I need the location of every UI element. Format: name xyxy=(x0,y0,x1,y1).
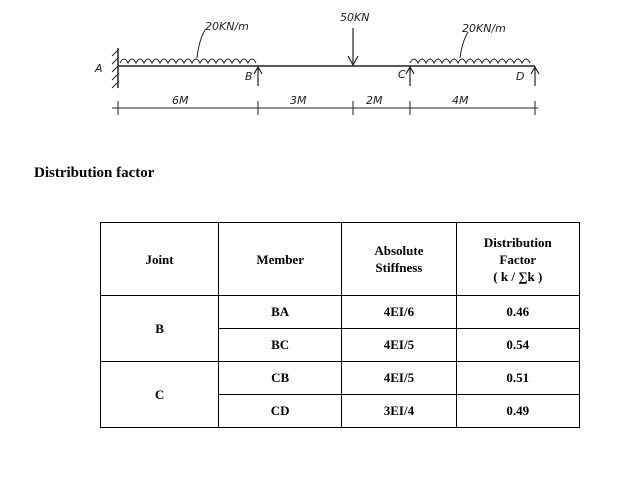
table-header-row xyxy=(101,223,580,296)
member-cell: BC xyxy=(219,329,342,362)
span-label-bc: 3M xyxy=(290,94,307,107)
beam-sketch xyxy=(0,0,638,150)
df-cell: 0.51 xyxy=(456,362,579,395)
header-joint: Joint xyxy=(101,223,219,296)
df-cell: 0.54 xyxy=(456,329,579,362)
header-member: Member xyxy=(219,223,342,296)
right-udl-coil xyxy=(410,59,530,63)
stiffness-cell: 4EI/6 xyxy=(342,296,456,329)
right-udl-label: 20KN/m xyxy=(462,22,506,35)
df-cell: 0.49 xyxy=(456,395,579,428)
distribution-factor-table xyxy=(100,222,580,428)
header-df-line2: Factor xyxy=(499,251,537,267)
table-row xyxy=(101,362,580,395)
span-label-ab: 6M xyxy=(172,94,189,107)
section-heading: Distribution factor xyxy=(34,165,155,181)
node-label-a: A xyxy=(95,62,103,75)
header-df-line3: ( k / ∑k ) xyxy=(493,268,543,284)
point-load-label: 50KN xyxy=(340,11,370,24)
header-distribution-factor xyxy=(456,223,579,296)
left-udl-coil xyxy=(120,59,256,63)
header-absolute-stiffness xyxy=(342,223,456,296)
header-abs-line2: Stiffness xyxy=(375,260,423,275)
node-label-b: B xyxy=(245,70,253,83)
support-arrows xyxy=(254,67,539,86)
joint-cell: B xyxy=(101,296,219,362)
stiffness-cell: 4EI/5 xyxy=(342,362,456,395)
span-label-c-load: 2M xyxy=(366,94,383,107)
member-cell: CD xyxy=(219,395,342,428)
df-cell: 0.46 xyxy=(456,296,579,329)
stiffness-cell: 4EI/5 xyxy=(342,329,456,362)
header-df-line1: Distribution xyxy=(483,234,552,250)
joint-cell: C xyxy=(101,362,219,428)
member-cell: BA xyxy=(219,296,342,329)
fixed-support-hatch xyxy=(112,50,118,88)
header-abs-line1: Absolute xyxy=(374,243,424,258)
node-label-d: D xyxy=(516,70,525,83)
span-label-cd: 4M xyxy=(452,94,469,107)
right-udl-pointer xyxy=(460,32,468,58)
node-label-c: C xyxy=(398,68,406,81)
left-udl-label: 20KN/m xyxy=(205,20,249,33)
member-cell: CB xyxy=(219,362,342,395)
table-row xyxy=(101,296,580,329)
left-udl-pointer xyxy=(197,30,205,58)
stiffness-cell: 3EI/4 xyxy=(342,395,456,428)
